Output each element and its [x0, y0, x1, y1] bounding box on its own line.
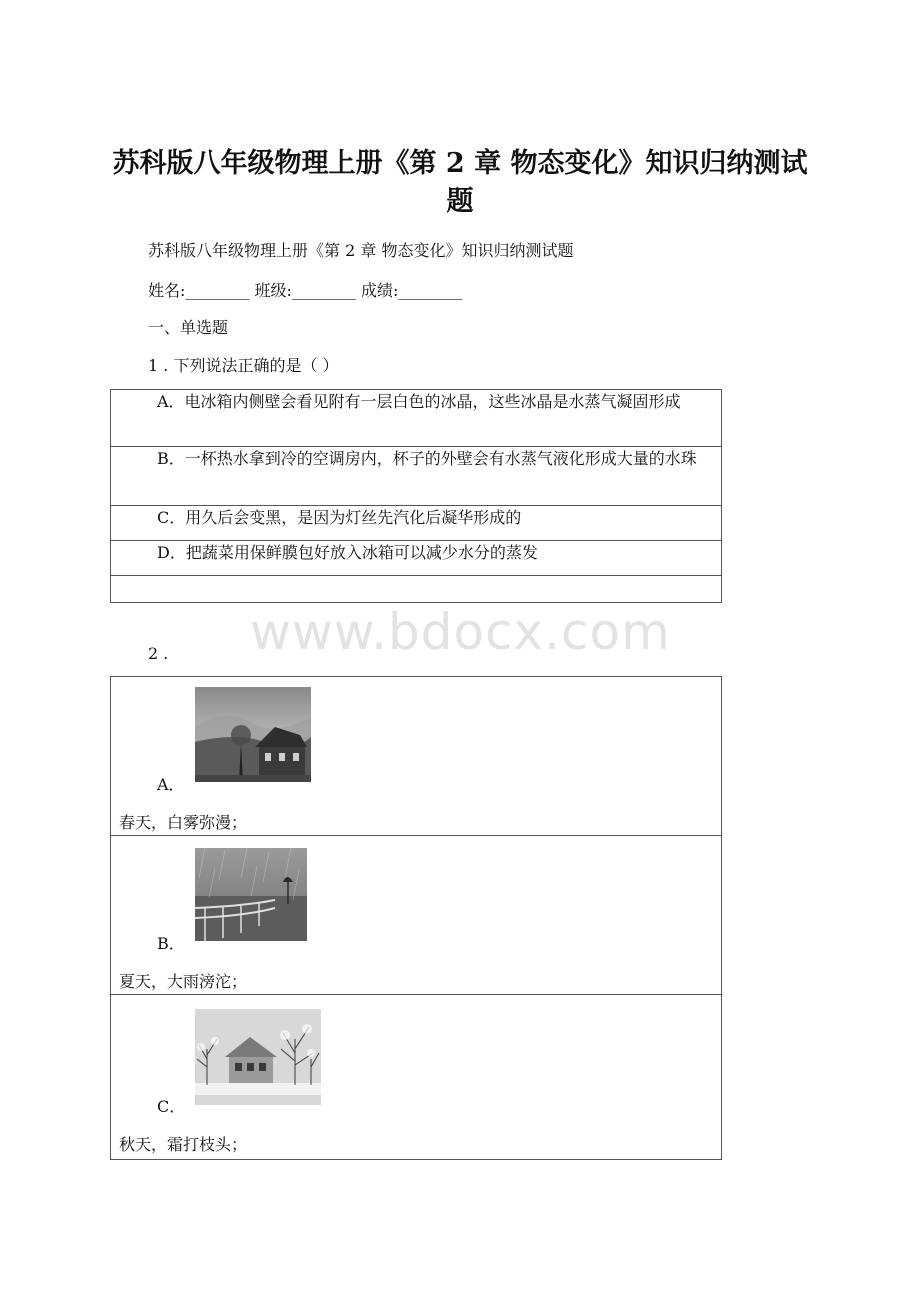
option-a-cell[interactable]	[111, 677, 722, 836]
option-a[interactable]: A．电冰箱内侧壁会看见附有一层白色的冰晶，这些冰晶是水蒸气凝固形成	[111, 390, 722, 447]
student-info-line: 姓名:________ 班级:________ 成绩:________	[148, 281, 463, 300]
question-2-stem: 2 .	[148, 644, 169, 663]
question-2-options-table	[110, 676, 722, 1160]
frost-trees-house-image	[195, 1009, 321, 1105]
option-c-letter: C．	[157, 1097, 186, 1116]
section-heading: 一、单选题	[148, 318, 229, 337]
option-b[interactable]: B．一杯热水拿到冷的空调房内，杯子的外壁会有水蒸气液化形成大量的水珠	[111, 447, 722, 506]
question-1-options-table	[110, 389, 722, 603]
misty-mountain-house-image	[195, 687, 311, 782]
question-1-stem: 1 . 下列说法正确的是（ ）	[148, 356, 339, 375]
option-b-caption: 夏天，大雨滂沱；	[119, 972, 248, 991]
option-c-cell[interactable]	[111, 995, 722, 1160]
option-c[interactable]: C．用久后会变黑，是因为灯丝先汽化后凝华形成的	[111, 506, 722, 541]
option-c-caption: 秋天，霜打枝头；	[119, 1135, 248, 1154]
document-subtitle: 苏科版八年级物理上册《第 2 章 物态变化》知识归纳测试题	[148, 241, 574, 260]
option-b-letter: B．	[157, 934, 185, 953]
option-d[interactable]: D．把蔬菜用保鲜膜包好放入冰箱可以减少水分的蒸发	[111, 541, 722, 576]
option-a-letter: A．	[157, 775, 185, 794]
document-title: 苏科版八年级物理上册《第 2 章 物态变化》知识归纳测试题	[112, 148, 808, 217]
option-empty-row	[111, 576, 722, 603]
option-b-cell[interactable]	[111, 836, 722, 995]
rain-railing-umbrella-image	[195, 848, 307, 941]
option-a-caption: 春天，白雾弥漫；	[119, 813, 248, 832]
watermark: www.bdocx.com	[250, 603, 671, 661]
